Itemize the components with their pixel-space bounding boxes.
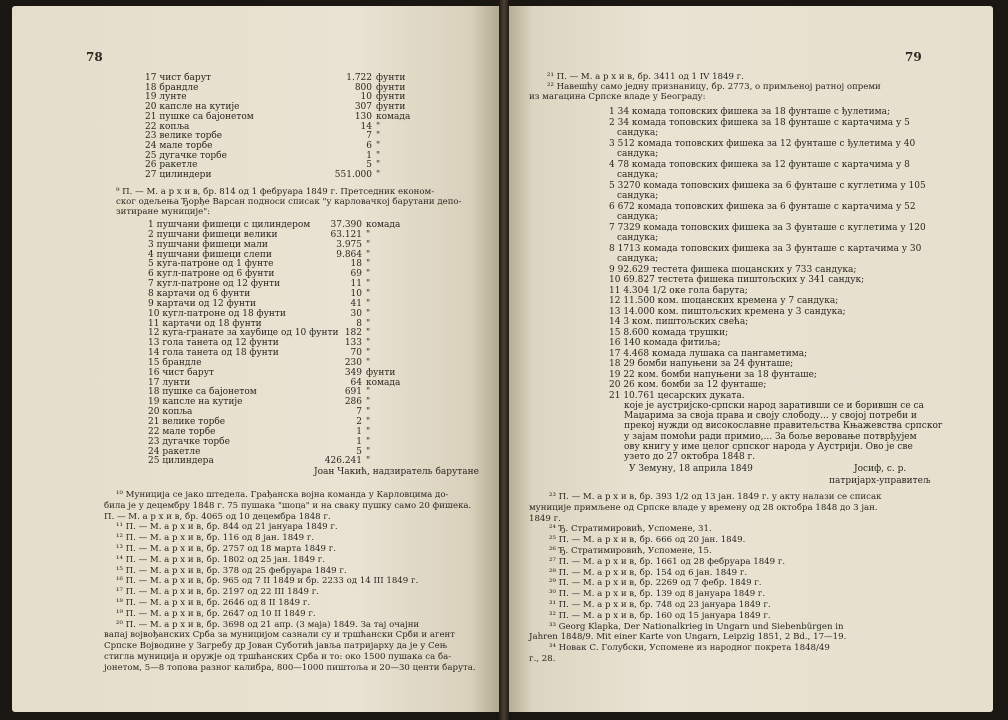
- list-item-unit: ": [366, 259, 371, 270]
- receipt-line: 11 4.304 1/2 оке гола барута;: [609, 285, 748, 296]
- footnote-line: ¹⁸ П. — М. а р х и в, бр. 2646 од 8 II 1849 г.: [116, 598, 311, 608]
- list-item-unit: ": [366, 407, 371, 418]
- receipt-line: 6 672 комада топовских фишека за 6 фунташе с картачима у 52: [609, 201, 916, 212]
- receipt-line: 21 10.761 цесарских дуката.: [609, 390, 745, 401]
- list-item-unit: ": [366, 308, 371, 319]
- list-item-unit: ": [366, 249, 371, 260]
- list-item-value: 5: [356, 446, 362, 457]
- list-item-value: 5: [366, 160, 372, 171]
- receipt-line: 4 78 комада топовских фишека за 12 фунташе с картачима у 8: [609, 159, 910, 170]
- list-item-value: 7: [366, 131, 372, 142]
- list-item-label: 15 брандле: [148, 357, 202, 368]
- receipt-line: 1 34 комада топовских фишека за 18 фунташе с ђулетима;: [609, 107, 891, 117]
- list-item-label: 10 кугл-патроне од 18 фунти: [148, 308, 286, 319]
- list-item-value: 64: [350, 377, 362, 388]
- footnote-line: ³⁰ П. — М. а р х и в, бр. 139 од 8 јануара 1849 г.: [549, 589, 766, 600]
- list-item-label: 26 ракетле: [145, 160, 198, 171]
- signature-name: Јосиф, с. р.: [854, 464, 907, 474]
- list-item-label: 17 лунти: [148, 377, 191, 388]
- receipt-line: 20 26 ком. бомби за 12 фунташе;: [609, 380, 767, 390]
- list-item-unit: фунти: [366, 367, 396, 378]
- book-gutter: [499, 0, 509, 720]
- list-item-value: 1.722: [346, 73, 372, 83]
- footnote-line: ¹⁰ Муниција се јако штедела. Грађанска војна команда у Карловцима до-: [116, 490, 449, 500]
- footnote-line: Српске Војводине у Загребу др Јован Суботић јавља патријарху да је у Сењ: [104, 641, 448, 652]
- list-item-label: 21 велике торбе: [148, 417, 226, 427]
- list-item-unit: ": [376, 160, 381, 171]
- footnote-line: стигла муниција и оружје од тршћанских Срба и то: око 1500 пушака са ба-: [104, 652, 452, 662]
- list-item-label: 12 куга-гранате за хаубице од 10 фунти: [148, 328, 339, 339]
- list-item-value: 11: [350, 279, 362, 290]
- list-item-label: 18 брандле: [145, 82, 199, 93]
- list-item-unit: комада: [366, 220, 401, 230]
- list-item-label: 3 пушчани фишеци мали: [148, 239, 268, 250]
- receipt-line: 10 69.827 тестета фишека пиштољских у 341 сандук;: [609, 275, 865, 285]
- receipt-line: сандука;: [617, 170, 659, 180]
- list-item-value: 14: [360, 121, 372, 132]
- list-item-unit: ": [366, 318, 371, 329]
- footnote-line: била је у децембру 1848 г. 75 пушака "шоца" и на сваку пушку само 20 фишека.: [104, 500, 472, 511]
- header-line: из магацина Српске владе у Београду:: [529, 92, 706, 102]
- receipt-line: 15 8.600 комада трушки;: [609, 327, 729, 338]
- footnote-line: ²⁵ П. — М. а р х и в, бр. 666 од 20 јан. 1849.: [549, 535, 746, 546]
- page-number: 79: [905, 50, 922, 64]
- list-item-unit: ": [366, 239, 371, 250]
- footnote-line: ³¹ П. — М. а р х и в, бр. 748 од 23 јануара 1849 г.: [549, 600, 771, 610]
- list-item-label: 20 копља: [148, 407, 193, 418]
- footnote-line: ¹⁷ П. — М. а р х и в, бр. 2197 од 22 III 1849 г.: [116, 587, 319, 598]
- list-item-label: 8 картачи од 6 фунти: [148, 288, 251, 299]
- list-item-unit: фунти: [376, 73, 406, 83]
- list-item-unit: фунти: [376, 102, 406, 113]
- receipt-line: сандука;: [617, 191, 659, 201]
- list-item-value: 3.975: [336, 239, 362, 250]
- receipt-line: 13 14.000 ком. пиштољских кремена у 3 сандука;: [609, 306, 846, 317]
- list-item-value: 691: [344, 387, 362, 398]
- list-item-value: 8: [356, 318, 362, 329]
- list-item-value: 286: [344, 397, 362, 408]
- footnote-line: г., 28.: [529, 654, 556, 664]
- receipt-line: 12 11.500 ком. шоцанских кремена у 7 сандука;: [609, 296, 839, 306]
- footnote-line: јонетом, 5—8 топова разног калибра, 800—1000 пиштоља и 20—30 центи барута.: [104, 662, 476, 673]
- quote-line: које је аустријско-српски народ заративши се и борившн се са: [624, 401, 924, 411]
- list-item-label: 7 кугл-патроне од 12 фунти: [148, 279, 281, 290]
- list-item-unit: ": [376, 150, 381, 161]
- list-item-label: 5 куга-патроне од 1 фунте: [148, 259, 274, 270]
- list-item-unit: ": [366, 387, 371, 398]
- list-item-label: 17 чист барут: [145, 73, 211, 83]
- list-item-value: 30: [350, 308, 362, 319]
- list-item-unit: ": [366, 357, 371, 368]
- list-item-value: 1: [366, 150, 372, 161]
- list-item-label: 4 пушчани фишеци слепи: [148, 249, 272, 260]
- list-item-value: 182: [344, 328, 362, 339]
- header-line: ²¹ П. — М. а р х и в, бр. 3411 од 1 IV 1849 г.: [547, 72, 744, 82]
- list-item-unit: ": [366, 279, 371, 290]
- list-item-value: 70: [350, 348, 362, 359]
- list-item-label: 18 пушке са бајонетом: [148, 387, 257, 398]
- footnote-line: муниције примљене од Српске владе у времену од 28 октобра 1848 до 3 јан.: [529, 502, 878, 513]
- footnote-line: ¹³ П. — М. а р х и в, бр. 2757 од 18 марта 1849 г.: [116, 544, 336, 554]
- right-page: [509, 6, 993, 712]
- list-item-unit: ": [366, 436, 371, 447]
- list-item-value: 9.864: [336, 249, 362, 260]
- list-item-value: 41: [350, 298, 362, 309]
- list-item-label: 20 капсле на кутије: [145, 102, 240, 113]
- header-line: ²² Навешћу само једну признаницу, бр. 2773, о примљеној ратној опреми: [547, 82, 881, 92]
- receipt-line: 17 4.468 комада лушака са пангаметима;: [609, 348, 808, 359]
- footnote-line: ³⁴ Новак С. Голубски, Успомене из народног покрета 1848/49: [549, 643, 830, 654]
- list-item-value: 426.241: [324, 456, 362, 467]
- list-item-unit: ": [366, 397, 371, 408]
- footnote-line: ¹⁴ П. — М. а р х и в, бр. 1802 од 25 јан. 1849 г.: [116, 554, 326, 565]
- list-item-unit: комада: [366, 377, 401, 388]
- footnote-line: П. — М. а р х и в, бр. 4065 од 10 децембра 1848 г.: [104, 511, 331, 522]
- list-item-unit: ": [366, 417, 371, 427]
- left-page: [12, 6, 499, 712]
- list-item-value: 6: [366, 140, 372, 151]
- list-item-label: 19 капсле на кутије: [148, 397, 243, 408]
- footnote-line: ⁹ П. — М. а р х и в, бр. 814 од 1 фебруара 1849 г. Претседник економ-: [116, 187, 435, 197]
- list-item-value: 1: [356, 426, 362, 437]
- signature: Јоан Чакић, надзиратель барутане: [314, 467, 479, 477]
- list-item-value: 349: [344, 367, 362, 378]
- list-item-label: 13 гола танета од 12 фунти: [148, 338, 279, 349]
- list-item-label: 27 цилиндери: [145, 170, 212, 180]
- list-item-unit: ": [376, 131, 381, 142]
- receipt-line: сандука;: [617, 128, 659, 138]
- list-item-value: 63.121: [330, 229, 362, 240]
- list-item-value: 551.000: [334, 170, 372, 180]
- list-item-value: 10: [360, 92, 372, 103]
- list-item-unit: ": [366, 328, 371, 339]
- list-item-value: 800: [354, 82, 372, 93]
- receipt-line: 19 22 ком. бомби напуњени за 18 фунташе;: [609, 369, 817, 380]
- list-item-unit: ": [366, 298, 371, 309]
- receipt-line: 3 512 комада топовских фишека за 12 фунташе с ђулетима у 40: [609, 138, 916, 149]
- quote-line: прекој нужди од високославне правитељства Књажевства српског: [624, 421, 943, 432]
- footnote-line: зитиране муниције":: [116, 207, 211, 217]
- list-item-unit: ": [366, 229, 371, 240]
- list-item-label: 9 картачи од 12 фунти: [148, 298, 256, 309]
- quote-line: у зајам помоћи ради примио,... За боље веровање потврђујем: [624, 431, 917, 442]
- receipt-line: 16 140 комада фитиља;: [609, 338, 721, 348]
- list-item-label: 24 ракетле: [148, 446, 201, 457]
- list-item-label: 22 копља: [145, 121, 190, 132]
- list-item-label: 25 цилиндера: [148, 456, 214, 467]
- list-item-value: 307: [354, 102, 372, 113]
- receipt-line: сандука;: [617, 212, 659, 222]
- list-item-label: 24 мале торбе: [145, 140, 213, 151]
- list-item-unit: комада: [376, 111, 411, 122]
- footnote-line: ¹⁵ П. — М. а р х и в, бр. 378 од 25 фебруара 1849 г.: [116, 565, 347, 576]
- list-item-unit: ": [366, 288, 371, 299]
- list-item-unit: ": [366, 426, 371, 437]
- page-number: 78: [86, 50, 103, 64]
- list-item-label: 19 лунте: [145, 92, 187, 103]
- receipt-line: 18 29 бомби напуњени за 24 фунташе;: [609, 359, 794, 369]
- list-item-unit: ": [366, 446, 371, 457]
- list-item-label: 23 дугачке торбе: [148, 436, 230, 447]
- footnote-line: ¹⁹ П. — М. а р х и в, бр. 2647 од 10 II 1849 г.: [116, 608, 316, 619]
- list-item-value: 2: [356, 417, 362, 427]
- list-item-label: 11 картачи од 18 фунти: [148, 318, 262, 329]
- quote-line: узето до 27 октобра 1848 г.: [624, 452, 756, 462]
- footnote-line: ²⁸ П. — М. а р х и в, бр. 154 од 6 јан. 1849 г.: [549, 567, 748, 578]
- list-item-unit: ": [376, 140, 381, 151]
- list-item-label: 14 гола танета од 18 фунти: [148, 348, 279, 359]
- list-item-value: 230: [344, 357, 362, 368]
- list-item-unit: ": [376, 170, 381, 180]
- footnote-line: ²³ П. — М. а р х и в, бр. 393 1/2 од 13 јан. 1849 г. у акту налази се списак: [549, 492, 882, 502]
- list-item-label: 22 мале торбе: [148, 426, 216, 437]
- place-date: У Земуну, 18 априла 1849: [629, 464, 753, 474]
- receipt-line: 5 3270 комада топовских фишека за 6 фунташе с куглетима у 105: [609, 180, 926, 191]
- list-item-value: 10: [350, 288, 362, 299]
- quote-line: Маџарима за своја права и своју слободу... у својој потреби и: [624, 411, 917, 422]
- footnote-line: ³² П. — М. а р х и в, бр. 160 од 15 јануара 1849 г.: [549, 610, 771, 621]
- signature-title: патријарх-управитељ: [829, 476, 931, 486]
- footnote-line: ског одељења Ђорђе Варсан подноси списак "у карловачкој барутани депо-: [116, 197, 462, 207]
- footnote-line: ²⁰ П. — М. а р х и в, бр. 3698 од 21 апр. (3 маја) 1849. За тај очајни: [116, 619, 420, 630]
- list-item-label: 6 кугл-патроне од 6 фунти: [148, 269, 275, 280]
- list-item-value: 18: [350, 259, 362, 270]
- list-item-label: 21 пушке са бајонетом: [145, 111, 254, 122]
- list-item-unit: ": [366, 456, 371, 467]
- list-item-label: 1 пушчани фишеци с цилиндером: [148, 220, 311, 230]
- footnote-line: вапај војвођанских Срба за муницијом сазнали су и тршћански Срби и агент: [104, 630, 456, 641]
- list-item-unit: ": [376, 121, 381, 132]
- footnote-line: ²⁷ П. — М. а р х и в, бр. 1661 од 28 фебруара 1849 г.: [549, 556, 786, 567]
- receipt-line: 14 3 ком. пиштољских свећа;: [609, 317, 749, 327]
- list-item-unit: ": [366, 338, 371, 349]
- list-item-label: 16 чист барут: [148, 367, 214, 378]
- footnote-line: ¹¹ П. — М. а р х и в, бр. 844 од 21 јануара 1849 г.: [116, 522, 338, 533]
- list-item-value: 69: [350, 269, 362, 280]
- list-item-label: 2 пушчани фишеци велики: [148, 229, 278, 240]
- receipt-line: сандука;: [617, 254, 659, 264]
- receipt-line: 2 34 комада топовских фишека за 18 фунташе с картачима у 5: [609, 117, 910, 128]
- list-item-value: 130: [354, 111, 372, 122]
- list-item-unit: ": [366, 348, 371, 359]
- footnote-line: ²⁹ П. — М. а р х и в, бр. 2269 од 7 фебр. 1849 г.: [549, 578, 762, 589]
- receipt-line: 8 1713 комада топовских фишека за 3 фунташе с картачима у 30: [609, 243, 922, 254]
- list-item-unit: фунти: [376, 92, 406, 103]
- footnote-line: 1849 г.: [529, 513, 561, 524]
- receipt-line: сандука;: [617, 233, 659, 243]
- footnote-line: ²⁶ Ђ. Стратимировић, Успомене, 15.: [549, 546, 712, 556]
- receipt-line: 9 92.629 тестета фишека шоцанских у 733 сандука;: [609, 264, 857, 275]
- list-item-value: 1: [356, 436, 362, 447]
- footnote-line: ²⁴ Ђ. Стратимировић, Успомене, 31.: [549, 524, 712, 535]
- list-item-unit: ": [366, 269, 371, 280]
- receipt-line: сандука;: [617, 149, 659, 159]
- list-item-value: 7: [356, 407, 362, 418]
- footnote-line: ¹² П. — М. а р х и в, бр. 116 од 8 јан. 1849 г.: [116, 533, 315, 544]
- list-item-value: 133: [344, 338, 362, 349]
- receipt-line: 7 7329 комада топовских фишека за 3 фунташе с куглетима у 120: [609, 222, 926, 233]
- list-item-value: 37.390: [330, 220, 362, 230]
- quote-line: ову книгу у име целог српског народа у Аустрији. Ово је све: [624, 441, 913, 452]
- list-item-label: 25 дугачке торбе: [145, 150, 227, 161]
- list-item-unit: фунти: [376, 82, 406, 93]
- footnote-line: Jahren 1848/9. Mit einer Karte von Ungarn, Leipzig 1851, 2 Bd., 17—19.: [529, 632, 847, 643]
- list-item-label: 23 велике торбе: [145, 131, 223, 142]
- footnote-line: ³³ Georg Klapka, Der Nationalkrieg in Ungarn und Siebenbürgen in: [549, 621, 844, 632]
- footnote-line: ¹⁶ П. — М. а р х и в, бр. 965 од 7 II 1849 и бр. 2233 од 14 III 1849 г.: [116, 576, 419, 587]
